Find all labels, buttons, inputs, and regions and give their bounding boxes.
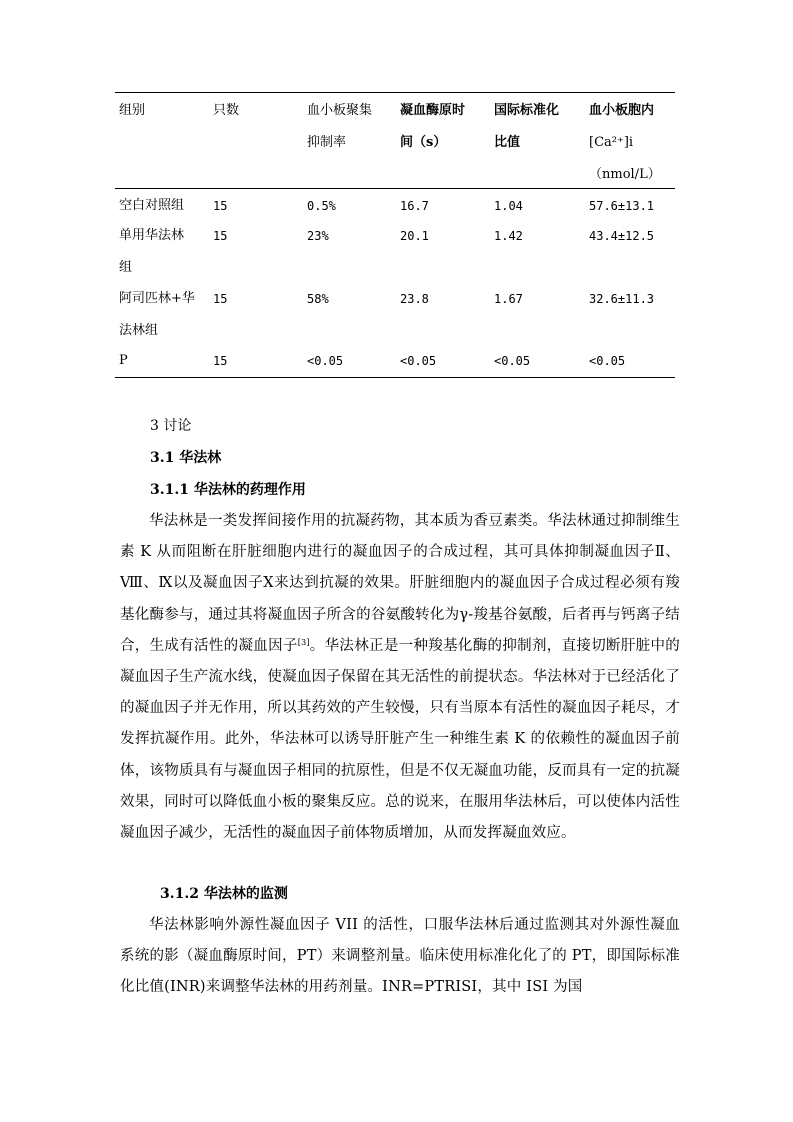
section-heading-pharmacology: 3.1.1 华法林的药理作用 (150, 482, 306, 498)
paragraph-pharmacology: 华法林是一类发挥间接作用的抗凝药物，其本质为香豆素类。华法林通过抑制维生素 K 从而阻断在肝脏细胞内进行的凝血因子的合成过程，其可具体抑制凝血因子Ⅱ、Ⅷ、Ⅸ以及凝血因子Ⅹ来达到抗凝的效果。肝脏细胞内的凝血因子合成过程必须有羧基化酶参与，通过其将凝血因子所含的谷氨酸转化为γ-羧基谷氨酸，后者再与钙离子结合，生成有活性的凝血因子[3]。华法林正是一种羧基化酶的抑制剂，直接切断肝脏中的凝血因子生产流水线，使凝血因子保留在其无活性的前提状态。华法林对于已经活化了的凝血因子并无作用，所以其药效的产生较慢，只有当原本有活性的凝血因子耗尽，才发挥抗凝作用。此外，华法林可以诱导肝脏产生一种维生素 K 的依赖性的凝血因子前体，该物质具有与凝血因子相同的抗原性，但是不仅无凝血功能，反而具有一定的抗凝效果，同时可以降低血小板的聚集反应。总的说来，在服用华法林后，可以使体内活性凝血因子减少，无活性的凝血因子前体物质增加，从而发挥凝血效应。 (120, 513, 680, 842)
cell-group: 单用华法林 组 (119, 228, 185, 275)
section-heading-warfarin: 3.1 华法林 (150, 450, 222, 466)
cell-calcium: 43.4±12.5 (589, 229, 655, 243)
cell-count: 15 (213, 199, 228, 213)
cell-calcium: 57.6±13.1 (589, 199, 655, 213)
cell-inr: 1.04 (494, 199, 523, 213)
header-calcium: 血小板胞内 [Ca²⁺]i （nmol/L） (589, 103, 661, 182)
header-inr: 国际标准化 比值 (494, 103, 560, 150)
table-bottom-rule (115, 377, 675, 378)
cell-pt: 20.1 (400, 229, 429, 243)
cell-pt: 23.8 (400, 292, 429, 306)
cell-count: 15 (213, 354, 228, 368)
header-inhibition: 血小板聚集 抑制率 (307, 103, 373, 150)
header-count: 只数 (213, 103, 240, 118)
cell-inhibition: 23% (307, 229, 329, 243)
cell-inhibition: 58% (307, 292, 329, 306)
cell-group: 空白对照组 (119, 198, 185, 213)
section-heading-monitoring: 3.1.2 华法林的监测 (160, 886, 288, 902)
cell-inr: <0.05 (494, 354, 531, 368)
cell-count: 15 (213, 292, 228, 306)
section-heading-discussion: 3 讨论 (150, 418, 192, 434)
cell-group: 阿司匹林+华 法林组 (119, 291, 195, 338)
cell-calcium: 32.6±11.3 (589, 292, 655, 306)
cell-group: P (119, 353, 128, 368)
header-pt: 凝血酶原时 间（s） (400, 103, 466, 150)
cell-count: 15 (213, 229, 228, 243)
cell-inhibition: 0.5% (307, 199, 336, 213)
cell-calcium: <0.05 (589, 354, 626, 368)
paragraph-monitoring: 华法林影响外源性凝血因子 VII 的活性，口服华法林后通过监测其对外源性凝血系统的影（凝血酶原时间，PT）来调整剂量。临床使用标准化化了的 PT，即国际标准化比值(INR)来调整华法林的用药剂量。INR=PTRISI，其中 ISI 为国 (120, 917, 680, 996)
header-group: 组别 (119, 103, 146, 118)
cell-inr: 1.67 (494, 292, 523, 306)
table-header-rule (115, 188, 675, 189)
cell-inr: 1.42 (494, 229, 523, 243)
table-top-rule (115, 92, 675, 93)
cell-inhibition: <0.05 (307, 354, 344, 368)
cell-pt: <0.05 (400, 354, 437, 368)
cell-pt: 16.7 (400, 199, 429, 213)
citation-ref: [3] (297, 637, 310, 647)
